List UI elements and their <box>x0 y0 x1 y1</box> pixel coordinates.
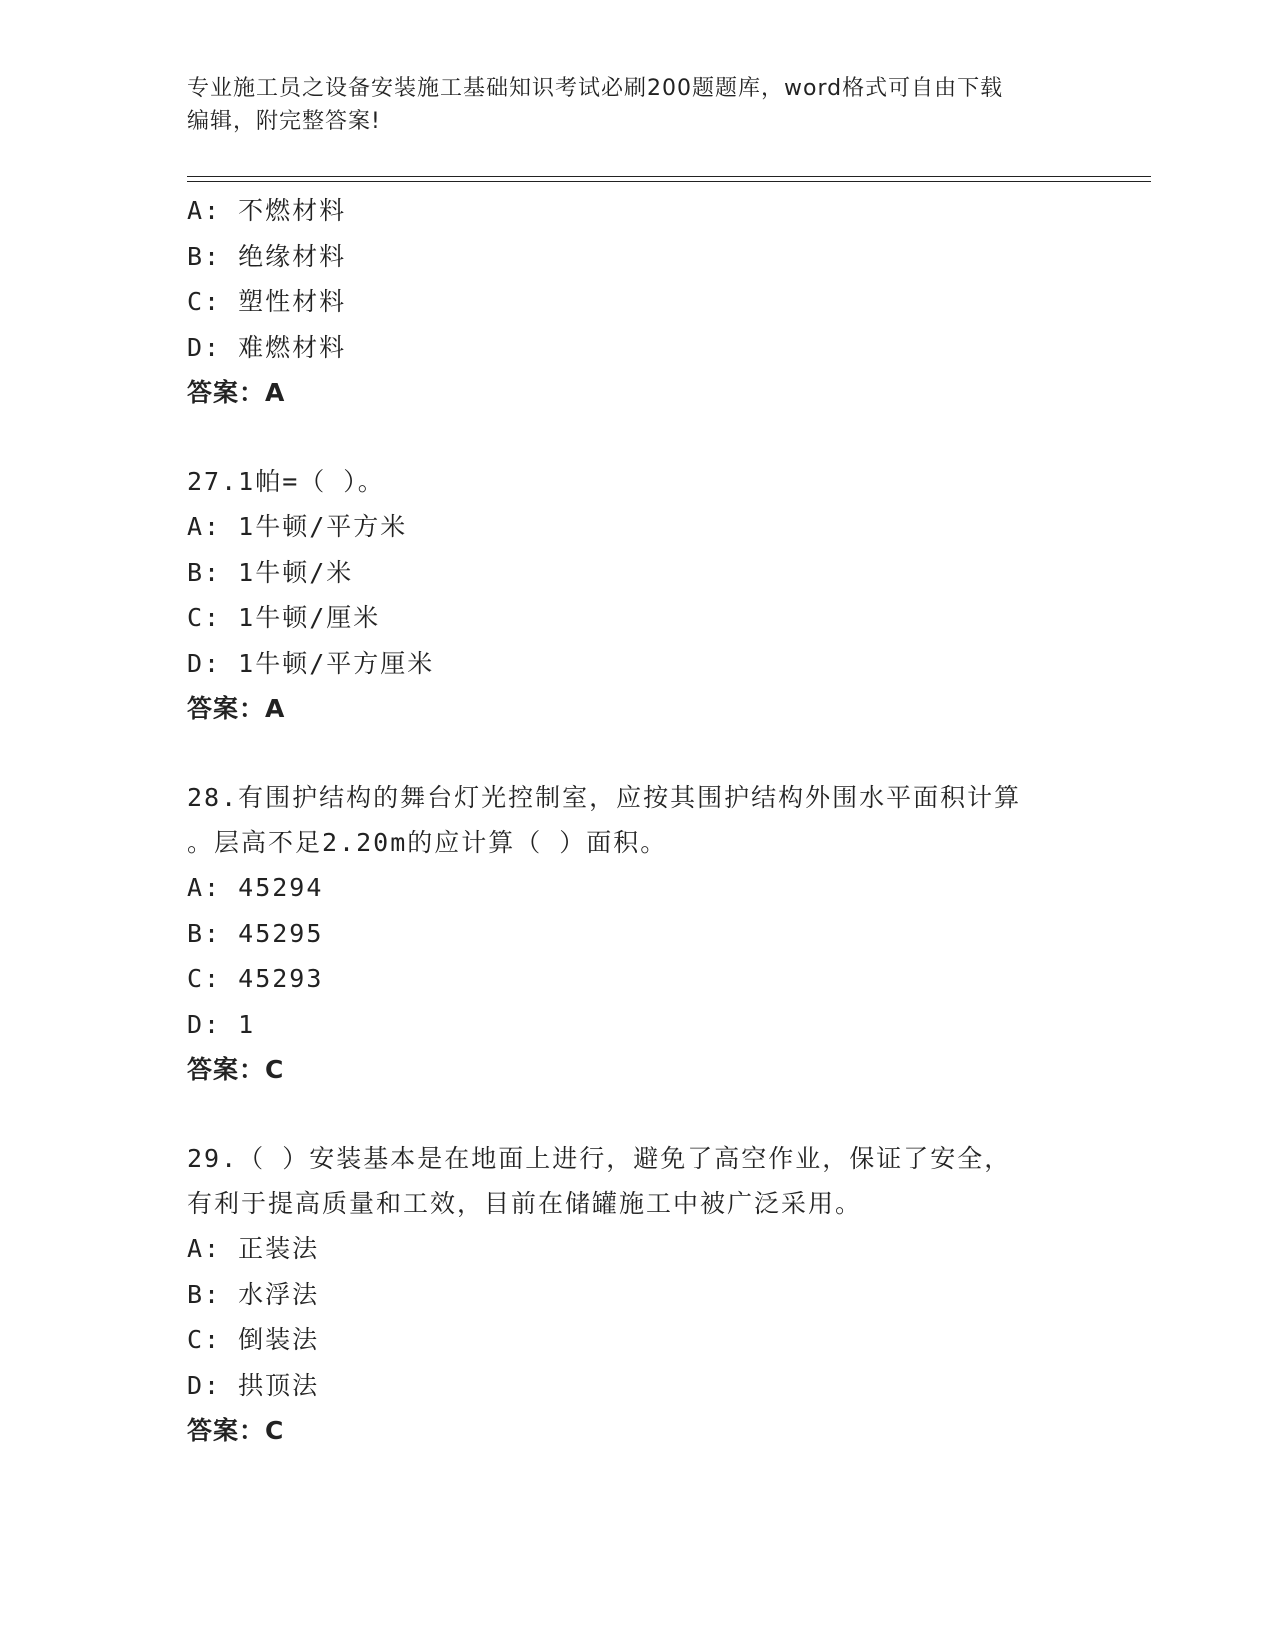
option-d: D: 1 <box>187 1009 256 1039</box>
option-c: C: 倒装法 <box>187 1325 320 1354</box>
header-line-2: 编辑，附完整答案! <box>187 109 381 134</box>
option-c: C: 45293 <box>187 964 324 993</box>
option-b: B: 1牛顿/米 <box>187 557 354 587</box>
option-a: A: 正装法 <box>187 1234 320 1263</box>
header-divider-bottom <box>187 181 1151 182</box>
question-stem-line-2: 有利于提高质量和工效，目前在储罐施工中被广泛采用。 <box>187 1189 863 1218</box>
option-b: B: 绝缘材料 <box>187 241 347 271</box>
option-d: D: 拱顶法 <box>187 1370 320 1400</box>
option-a: A: 1牛顿/平方米 <box>187 512 408 541</box>
option-b: B: 45295 <box>187 918 324 948</box>
question-stem-line-1: 28.有围护结构的舞台灯光控制室，应按其围护结构外围水平面积计算 <box>187 783 1022 812</box>
answer: 答案：A <box>187 694 286 723</box>
answer: 答案：A <box>187 378 286 407</box>
option-d: D: 1牛顿/平方厘米 <box>187 648 435 678</box>
option-a: A: 45294 <box>187 873 324 902</box>
question-stem: 27.1帕=（ ）。 <box>187 467 385 496</box>
question-27 <box>187 459 1187 732</box>
question-28 <box>187 775 1187 1093</box>
question-stem-line-2: 。层高不足2.20m的应计算（ ）面积。 <box>187 828 668 857</box>
question-26 <box>187 188 1187 416</box>
option-c: C: 塑性材料 <box>187 287 347 316</box>
header-line-1: 专业施工员之设备安装施工基础知识考试必刷200题题库，word格式可自由下载 <box>187 76 1004 101</box>
answer: 答案：C <box>187 1416 285 1445</box>
option-b: B: 水浮法 <box>187 1279 320 1309</box>
header-divider-top <box>187 176 1151 177</box>
question-29 <box>187 1136 1187 1454</box>
option-d: D: 难燃材料 <box>187 332 347 362</box>
document-header <box>187 72 1067 138</box>
option-c: C: 1牛顿/厘米 <box>187 603 381 632</box>
question-list <box>187 188 1187 1454</box>
question-stem-line-1: 29.（ ）安装基本是在地面上进行，避免了高空作业，保证了安全， <box>187 1144 1012 1173</box>
answer: 答案：C <box>187 1055 285 1084</box>
option-a: A: 不燃材料 <box>187 196 347 225</box>
